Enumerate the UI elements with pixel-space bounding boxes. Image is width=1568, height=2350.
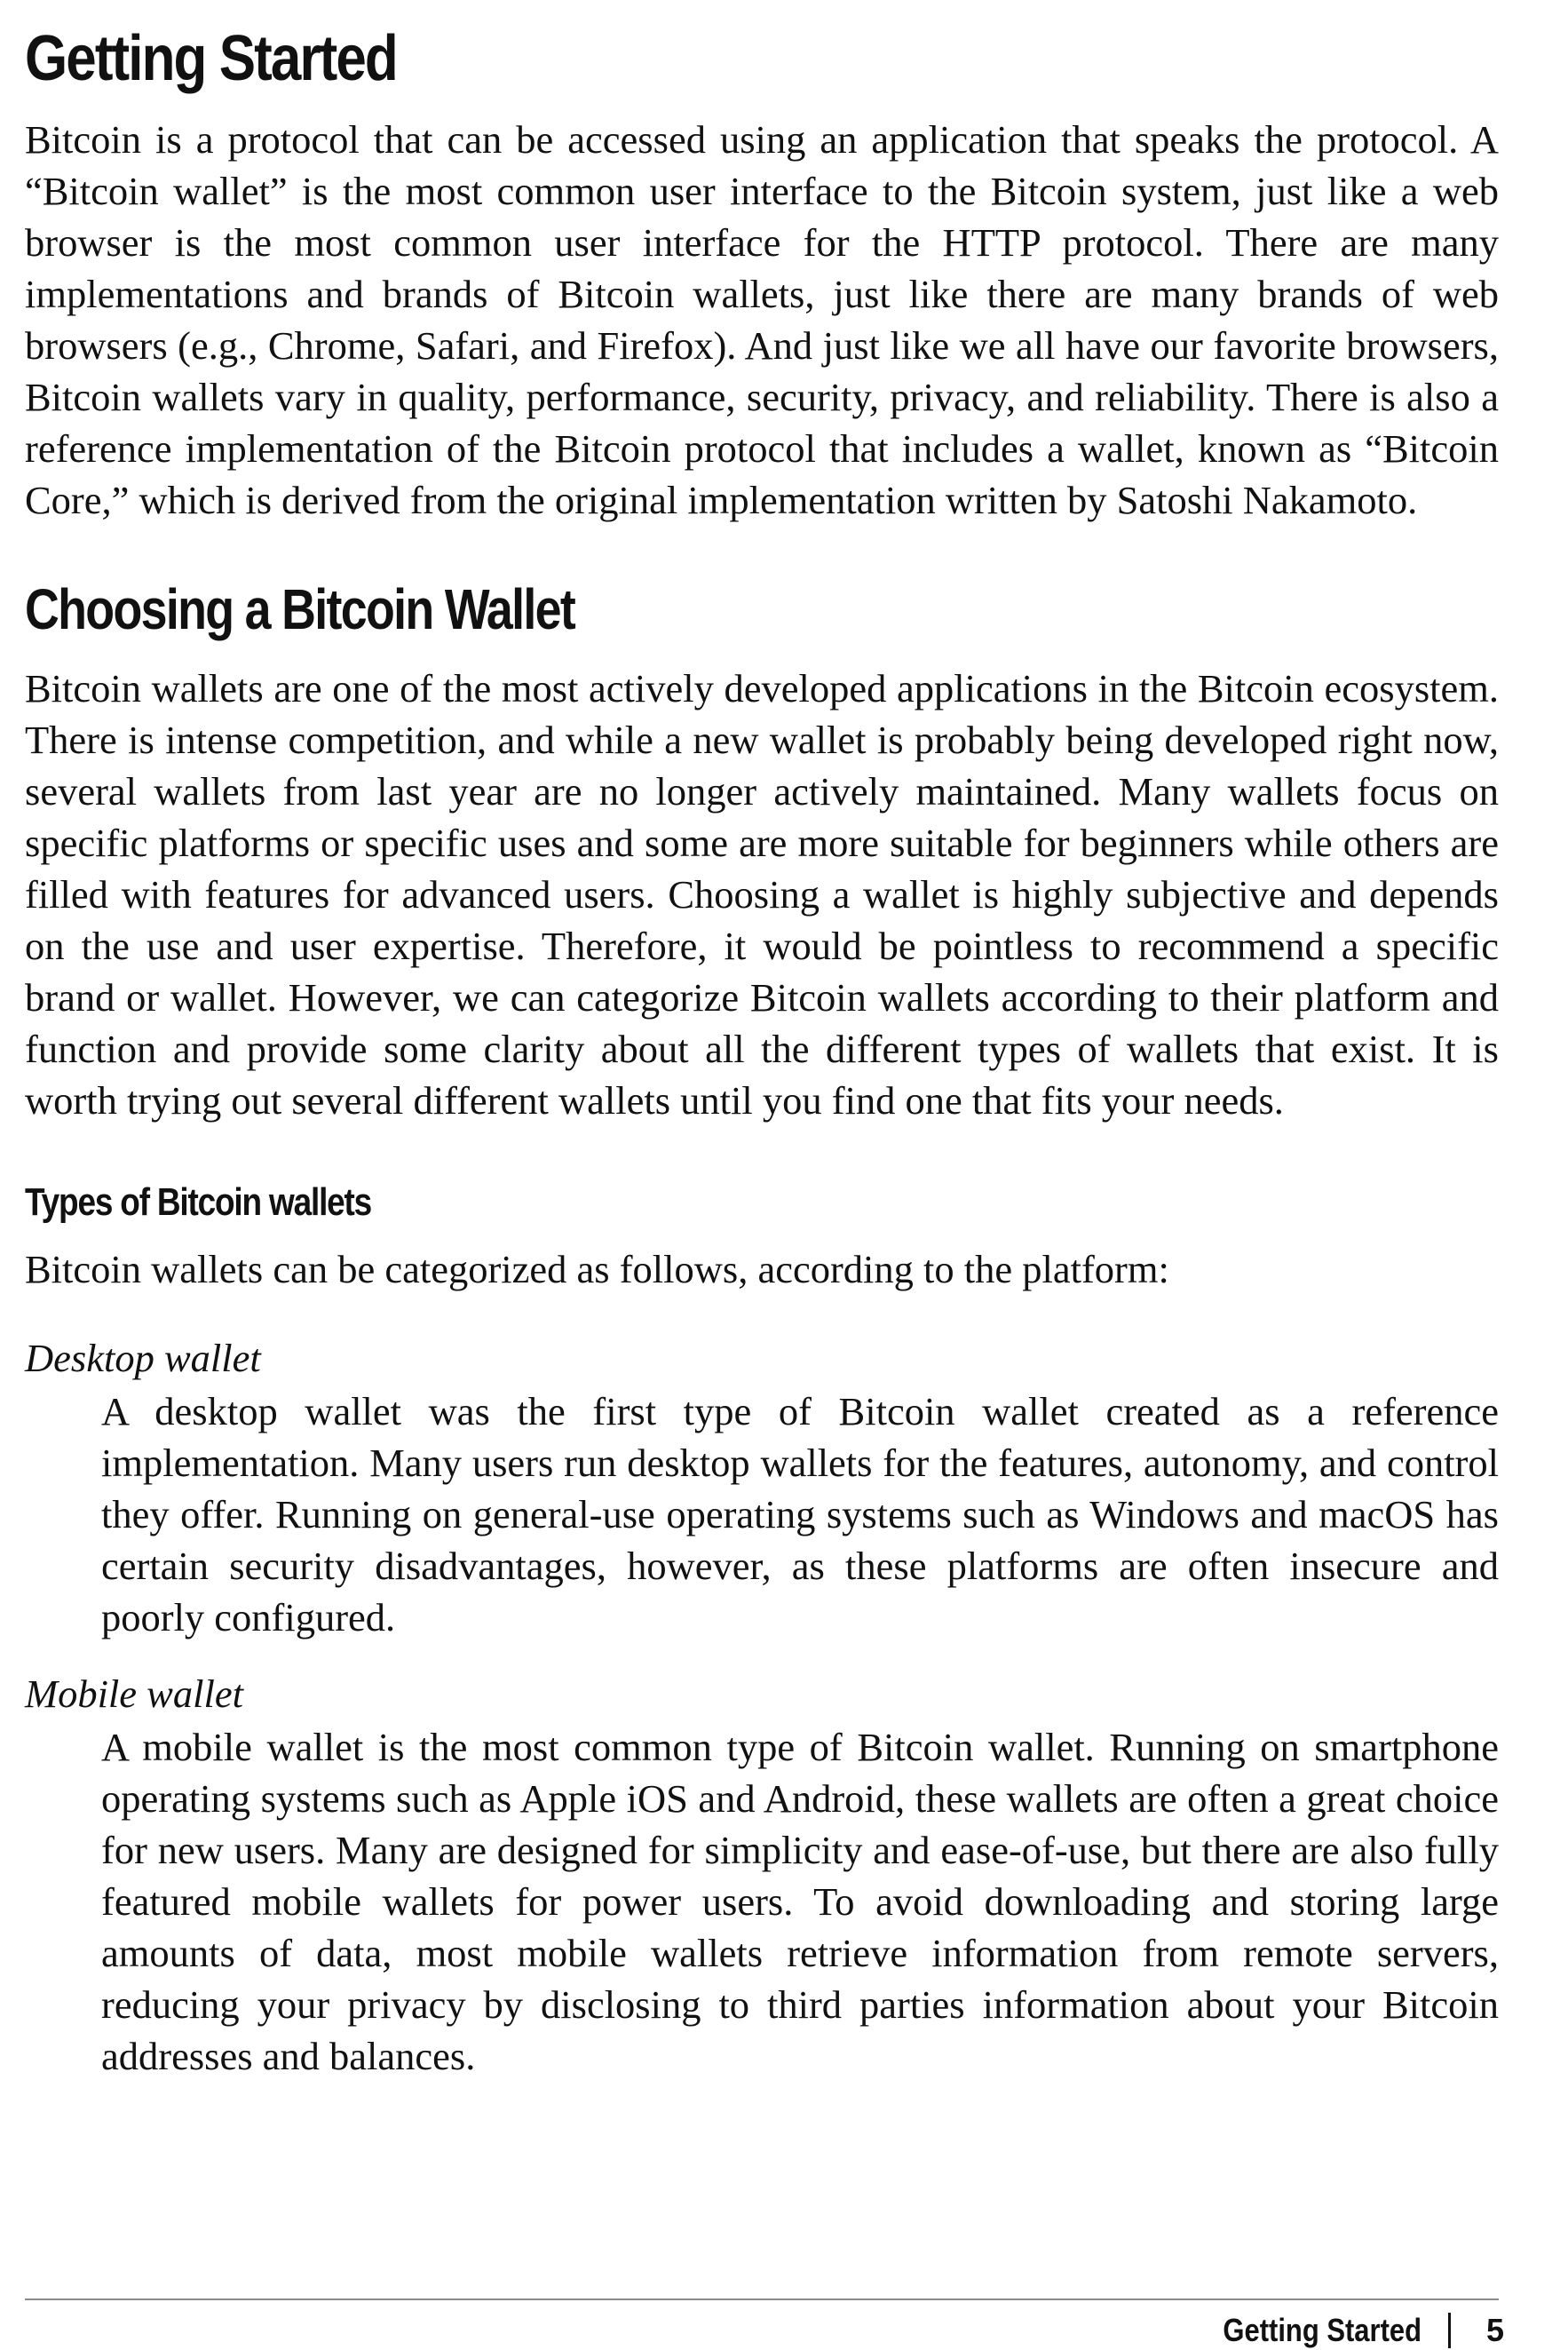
- heading-getting-started: Getting Started: [25, 23, 397, 94]
- heading-choosing-wallet: Choosing a Bitcoin Wallet: [25, 577, 575, 641]
- definition-mobile-wallet: [101, 1721, 1499, 2082]
- paragraph-types-intro: Bitcoin wallets can be categorized as follows, according to the platform:: [25, 1247, 1169, 1291]
- term-desktop-wallet: Desktop wallet: [25, 1336, 261, 1380]
- definition-mobile-text: A mobile wallet is the most common type of Bitcoin wallet. Running on smartphone operating systems such as Apple iOS and Android, these wallets are often a great choice for new users. Many are designed for simplicity and ease-of-use, but there are also fully featured mobile wallets for power users. To avoid downloading and storing large amounts of data, most mobile wallets retrieve information from remote servers, reducing your privacy by disclosing to third parties information about your Bitcoin addresses and balances.: [101, 1725, 1499, 2078]
- paragraph-getting-started: Bitcoin is a protocol that can be accessed using an application that speaks the protocol. A “Bitcoin wallet” is the most common user interface to the Bitcoin system, just like a web browser is the most common user interface for the HTTP protocol. There are many implementations and brands of Bitcoin wallets, just like there are many brands of web browsers (e.g., Chrome, Safari, and Firefox). And just like we all have our favorite browsers, Bitcoin wallets vary in quality, performance, security, privacy, and reliability. There is also a reference implementation of the Bitcoin protocol that includes a wallet, known as “Bitcoin Core,” which is derived from the original implementation written by Satoshi Nakamoto.: [25, 117, 1499, 522]
- page-footer: [1191, 2313, 1504, 2348]
- page-content: [25, 0, 1499, 2107]
- footer-divider: [25, 2298, 1499, 2300]
- heading-types-of-wallets: Types of Bitcoin wallets: [25, 1180, 372, 1224]
- footer-chapter-title: Getting Started: [1223, 2312, 1421, 2348]
- definition-desktop-text: A desktop wallet was the first type of Bitcoin wallet created as a reference implementation. Many users run desktop wallets for the features, autonomy, and control they offer. Running on general-use operating systems such as Windows and macOS has certain security disadvantages, however, as these platforms are often insecure and poorly configured.: [101, 1389, 1499, 1639]
- wallet-type-list: [25, 1332, 1499, 2082]
- footer-separator: [1448, 2313, 1451, 2348]
- term-mobile-wallet: Mobile wallet: [25, 1671, 243, 1716]
- definition-desktop-wallet: [101, 1385, 1499, 1643]
- paragraph-choosing-wallet: Bitcoin wallets are one of the most actively developed applications in the Bitcoin ecosystem. There is intense competition, and while a new wallet is probably being developed right now, several wallets from last year are no longer actively maintained. Many wallets focus on specific platforms or specific uses and some are more suitable for beginners while others are filled with features for advanced users. Choosing a wallet is highly subjective and depends on the use and user expertise. Therefore, it would be pointless to recommend a specific brand or wallet. However, we can categorize Bitcoin wallets according to their platform and function and provide some clarity about all the different types of wallets that exist. It is worth trying out several different wallets until you find one that fits your needs.: [25, 666, 1499, 1123]
- footer-page-number: 5: [1485, 2312, 1504, 2348]
